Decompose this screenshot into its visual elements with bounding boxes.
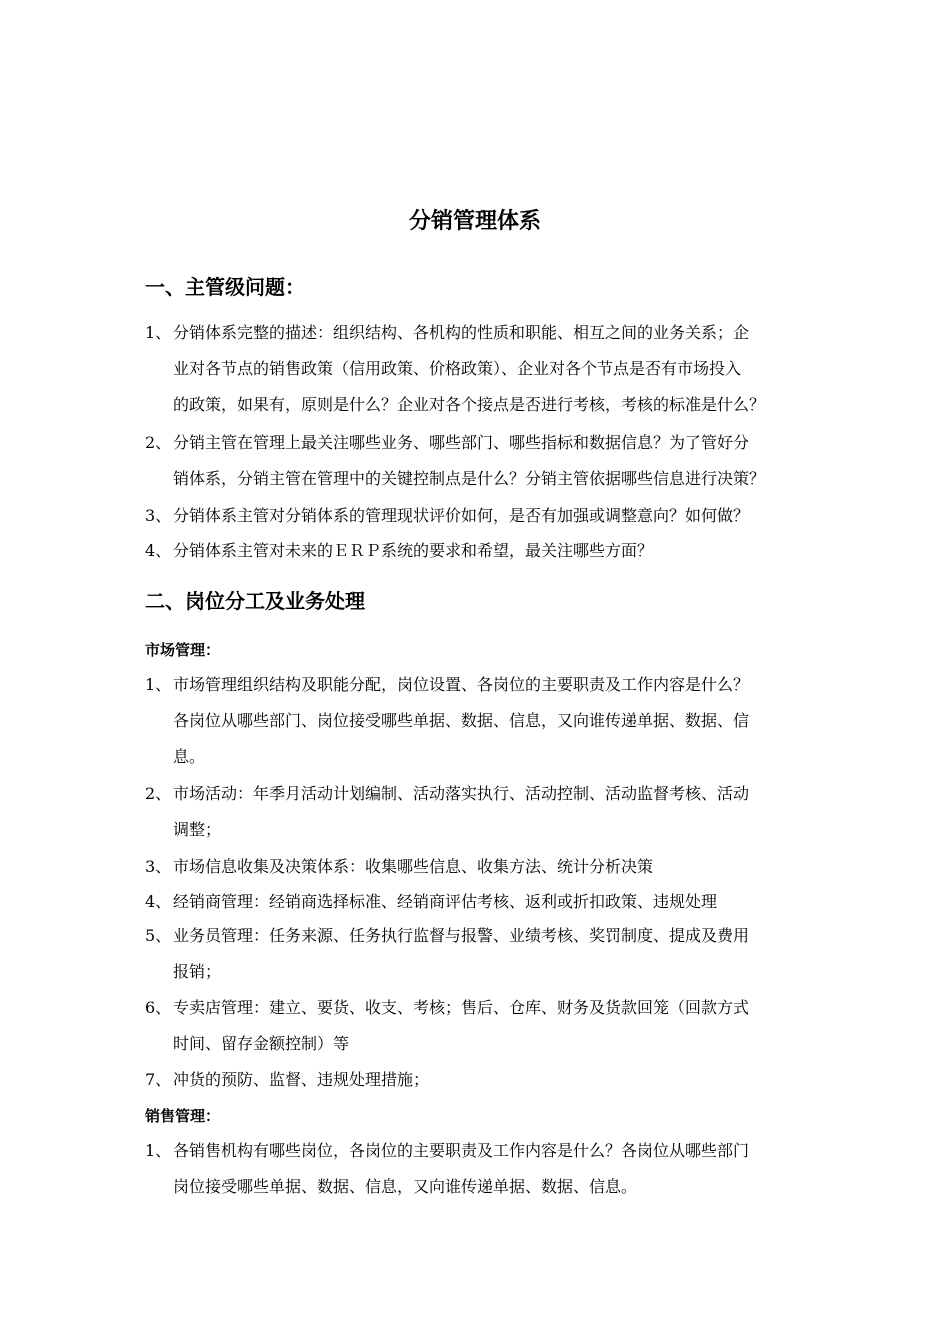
item-line — [145, 667, 825, 703]
market-management-heading: 市场管理： — [145, 641, 221, 659]
section-1-item-1 — [145, 315, 825, 423]
item-text: 分销体系主管对分销体系的管理现状评价如何，是否有加强或调整意向？如何做？ — [173, 506, 750, 525]
item-text: 冲货的预防、监督、违规处理措施； — [173, 1070, 430, 1089]
item-number: 3、 — [145, 506, 172, 525]
item-line — [145, 918, 825, 954]
item-text: 分销体系主管对未来的ＥＲＰ系统的要求和希望，最关注哪些方面？ — [173, 541, 654, 560]
item-number: 1、 — [145, 675, 172, 694]
item-line: 的政策，如果有，原则是什么？企业对各个接点是否进行考核，考核的标准是什么？ — [173, 395, 766, 414]
market-item-6 — [145, 990, 825, 1062]
section-1-item-3 — [145, 498, 825, 534]
sales-item-1 — [145, 1133, 825, 1205]
market-item-2 — [145, 776, 825, 848]
item-number: 4、 — [145, 541, 172, 560]
item-line: 岗位接受哪些单据、数据、信息，又向谁传递单据、数据、信息。 — [173, 1177, 638, 1196]
item-number: 6、 — [145, 998, 172, 1017]
item-line: 业对各节点的销售政策（信用政策、价格政策）、企业对各个节点是否有市场投入 — [173, 359, 742, 378]
sales-management-heading: 销售管理： — [145, 1107, 221, 1125]
item-number: 2、 — [145, 784, 172, 803]
section-1-heading: 一、主管级问题： — [145, 275, 305, 299]
item-line — [145, 849, 825, 885]
market-item-7 — [145, 1062, 825, 1098]
item-number: 3、 — [145, 857, 172, 876]
item-text: 分销体系完整的描述：组织结构、各机构的性质和职能、相互之间的业务关系；企 — [173, 323, 750, 342]
market-item-5 — [145, 918, 825, 990]
section-2-heading: 二、岗位分工及业务处理 — [145, 589, 365, 613]
market-item-1 — [145, 667, 825, 775]
item-line: 时间、留存金额控制）等 — [173, 1034, 350, 1053]
item-text: 市场信息收集及决策体系：收集哪些信息、收集方法、统计分析决策 — [173, 857, 654, 876]
item-line: 调整； — [173, 820, 222, 839]
document-title: 分销管理体系 — [408, 209, 541, 234]
item-line: 报销； — [173, 962, 222, 981]
item-number: 1、 — [145, 1141, 172, 1160]
market-item-4 — [145, 884, 825, 920]
item-line — [145, 776, 825, 812]
item-line — [145, 990, 825, 1026]
item-number: 7、 — [145, 1070, 172, 1089]
item-text: 市场管理组织结构及职能分配，岗位设置、各岗位的主要职责及工作内容是什么？ — [173, 675, 750, 694]
item-text: 各销售机构有哪些岗位，各岗位的主要职责及工作内容是什么？各岗位从哪些部门 — [173, 1141, 750, 1160]
item-text: 市场活动：年季月活动计划编制、活动落实执行、活动控制、活动监督考核、活动 — [173, 784, 750, 803]
item-text: 专卖店管理：建立、要货、收支、考核；售后、仓库、财务及货款回笼（回款方式 — [173, 998, 750, 1017]
item-line — [145, 425, 825, 461]
item-line — [145, 884, 825, 920]
item-line: 各岗位从哪些部门、岗位接受哪些单据、数据、信息，又向谁传递单据、数据、信 — [173, 711, 750, 730]
item-line: 销体系，分销主管在管理中的关键控制点是什么？分销主管依据哪些信息进行决策？ — [173, 469, 766, 488]
item-line — [145, 533, 825, 569]
item-line: 息。 — [173, 747, 206, 766]
item-line — [145, 1062, 825, 1098]
item-number: 4、 — [145, 892, 172, 911]
section-1-item-4 — [145, 533, 825, 569]
item-line — [145, 498, 825, 534]
market-item-3 — [145, 849, 825, 885]
item-text: 经销商管理：经销商选择标准、经销商评估考核、返利或折扣政策、违规处理 — [173, 892, 718, 911]
item-number: 1、 — [145, 323, 172, 342]
item-line — [145, 315, 825, 351]
item-line — [145, 1133, 825, 1169]
item-text: 分销主管在管理上最关注哪些业务、哪些部门、哪些指标和数据信息？为了管好分 — [173, 433, 750, 452]
item-number: 2、 — [145, 433, 172, 452]
section-1-item-2 — [145, 425, 825, 497]
item-text: 业务员管理：任务来源、任务执行监督与报警、业绩考核、奖罚制度、提成及费用 — [173, 926, 750, 945]
item-number: 5、 — [145, 926, 172, 945]
